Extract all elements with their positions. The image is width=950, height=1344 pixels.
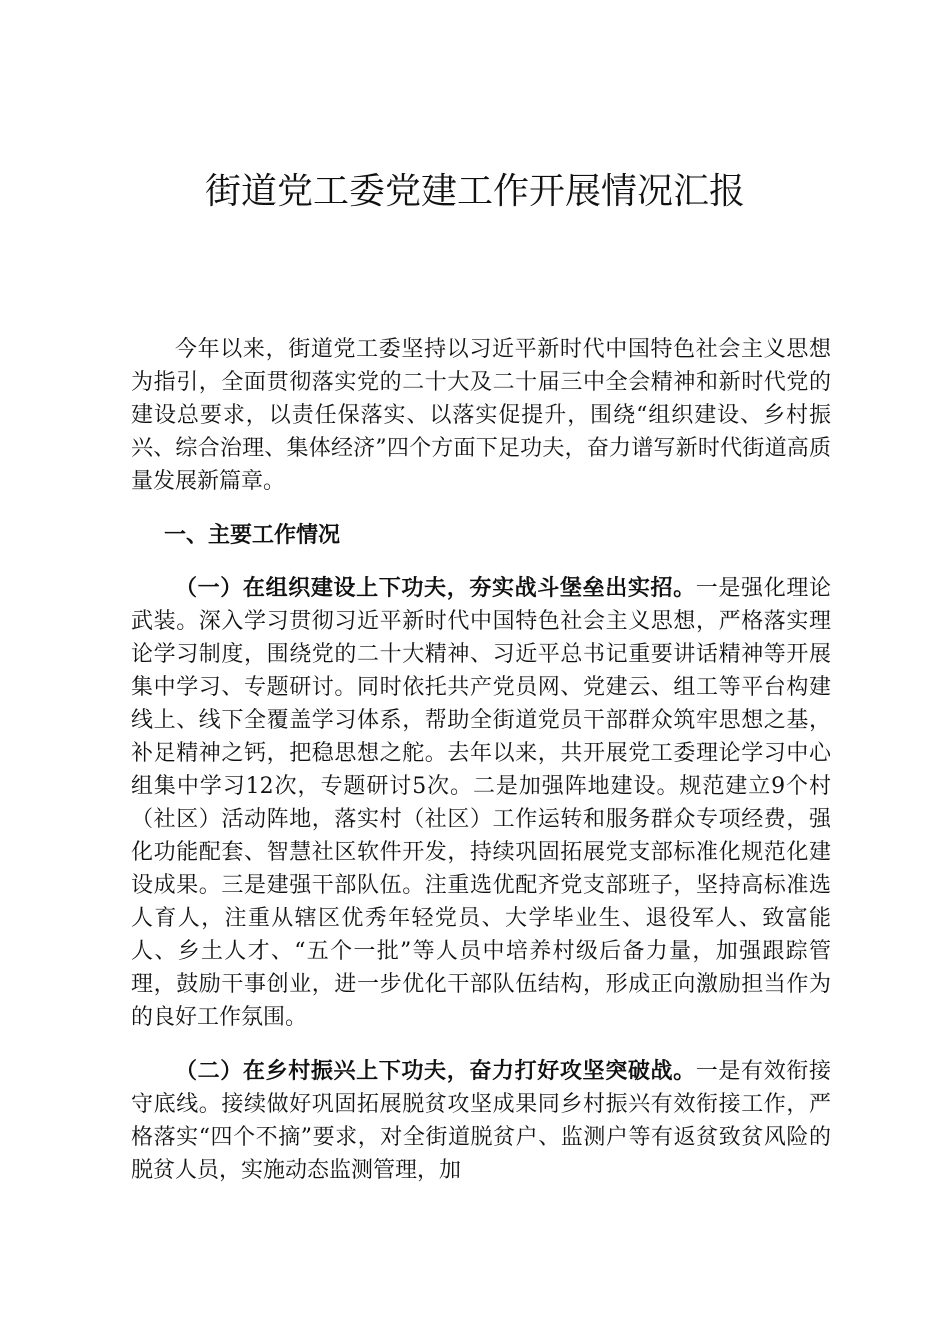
intro-paragraph: 今年以来，街道党工委坚持以习近平新时代中国特色社会主义思想为指引，全面贯彻落实党的二十大及二十届三中全会精神和新时代党的建设总要求，以责任保落实、以落实促提升，围绕“组织建设、乡村振兴、综合治理、集体经济”四个方面下足功夫，奋力谱写新时代街道高质量发展新篇章。 bbox=[131, 337, 831, 494]
document-body bbox=[131, 333, 831, 1187]
subsection-text-2: 一是有效衔接守底线。接续做好巩固拓展脱贫攻坚成果同乡村振兴有效衔接工作，严格落实“四个不摘”要求，对全街道脱贫户、监测户等有返贫致贫风险的脱贫人员，实施动态监测管理，加 bbox=[131, 1059, 831, 1183]
section-heading: 一、主要工作情况 bbox=[164, 522, 341, 548]
subsection-lead-1: （一）在组织建设上下功夫，夯实战斗堡垒出实招。 bbox=[175, 575, 696, 601]
subsection-paragraph-1 bbox=[131, 572, 831, 1034]
subsection-paragraph-2 bbox=[131, 1055, 831, 1187]
subsection-lead-2: （二）在乡村振兴上下功夫，奋力打好攻坚突破战。 bbox=[175, 1058, 696, 1084]
document-title: 街道党工委党建工作开展情况汇报 bbox=[204, 171, 745, 212]
spacer bbox=[131, 1034, 831, 1055]
spacer bbox=[131, 498, 831, 519]
spacer bbox=[131, 552, 831, 572]
subsection-text-1: 一是强化理论武装。深入学习贯彻习近平新时代中国特色社会主义思想，严格落实理论学习制度，围绕党的二十大精神、习近平总书记重要讲话精神等开展集中学习、专题研讨。同时依托共产党员网、党建云、组工等平台构建线上、线下全覆盖学习体系，帮助全街道党员干部群众筑牢思想之基，补足精神之钙，把稳思想之舵。去年以来，共开展党工委理论学习中心组集中学习12次，专题研讨5次。二是加强阵地建设。规范建立9个村（社区）活动阵地，落实村（社区）工作运转和服务群众专项经费，强化功能配套、智慧社区软件开发，持续巩固拓展党支部标准化规范化建设成果。三是建强干部队伍。注重选优配齐党支部班子，坚持高标准选人育人，注重从辖区优秀年轻党员、大学毕业生、退役军人、致富能人、乡土人才、“五个一批”等人员中培养村级后备力量，加强跟踪管理，鼓励干事创业，进一步优化干部队伍结构，形成正向激励担当作为的良好工作氛围。 bbox=[131, 576, 831, 1030]
